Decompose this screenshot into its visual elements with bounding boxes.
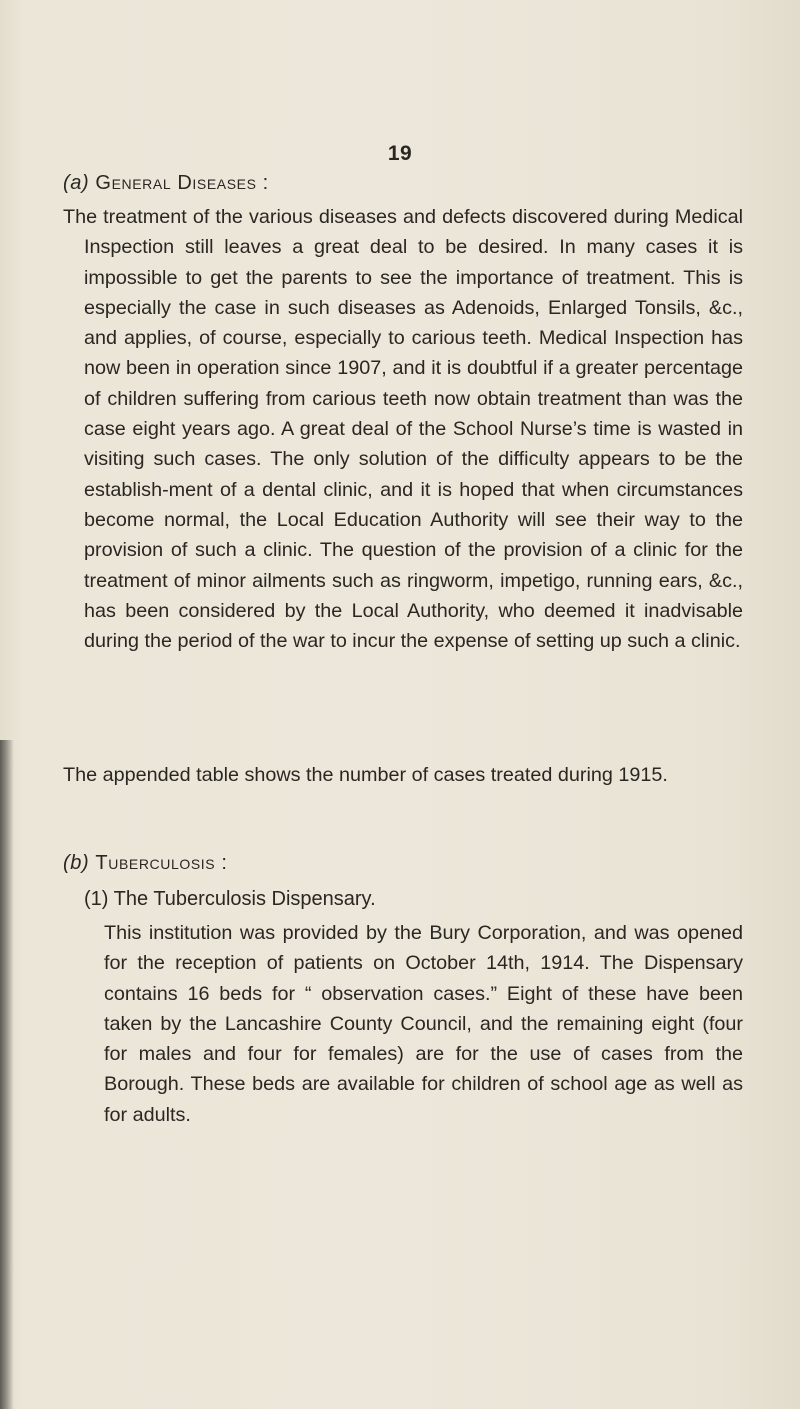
section-b-heading bbox=[63, 852, 228, 875]
section-b-label: (b) bbox=[63, 852, 90, 874]
section-a-paragraph-2: The appended table shows the number of cases treated during 1915. bbox=[63, 764, 668, 786]
page-edge-shadow bbox=[0, 740, 14, 1409]
section-a-paragraph-1: The treatment of the various diseases and defects discovered during Medical Inspection still leaves a great deal to be desired. In many cases it is impossible to get the parents to see the importance of treatment. This is especially the case in such diseases as Adenoids, Enlarged Tonsils, &c., and applies, of course, especially to carious teeth. Medical Inspection has now been in operation since 1907, and it is doubtful if a greater percentage of children suffering from carious teeth now obtain treatment than was the case eight years ago. A great deal of the School Nurse’s time is wasted in visiting such cases. The only solution of the difficulty appears to be the establish-ment of a dental clinic, and it is hoped that when circumstances become normal, the Local Education Authority will see their way to the provision of such a clinic. The question of the provision of a clinic for the treatment of minor ailments such as ringworm, impetigo, running ears, &c., has been considered by the Local Authority, who deemed it inadvisable during the period of the war to incur the expense of setting up such a clinic. bbox=[63, 206, 743, 653]
page-number: 19 bbox=[387, 142, 413, 165]
section-a-title: General Diseases : bbox=[95, 172, 269, 194]
section-a-label: (a) bbox=[63, 172, 90, 194]
section-a-heading bbox=[63, 172, 269, 195]
item-1-title: The Tuberculosis Dispensary. bbox=[113, 888, 376, 910]
item-1-label: (1) bbox=[84, 888, 109, 910]
section-b-title: Tuberculosis : bbox=[95, 852, 228, 874]
tuberculosis-dispensary-paragraph: This institution was provided by the Bury Corporation, and was opened for the reception of patients on October 14th, 1914. The Dispensary contains 16 beds for “ observation cases.” Eight of these have been taken by the Lancashire County Council, and the remaining eight (four for males and four for females) are for the use of cases from the Borough. These beds are available for children of school age as well as for adults. bbox=[104, 922, 743, 1126]
tuberculosis-dispensary-heading bbox=[84, 888, 376, 911]
